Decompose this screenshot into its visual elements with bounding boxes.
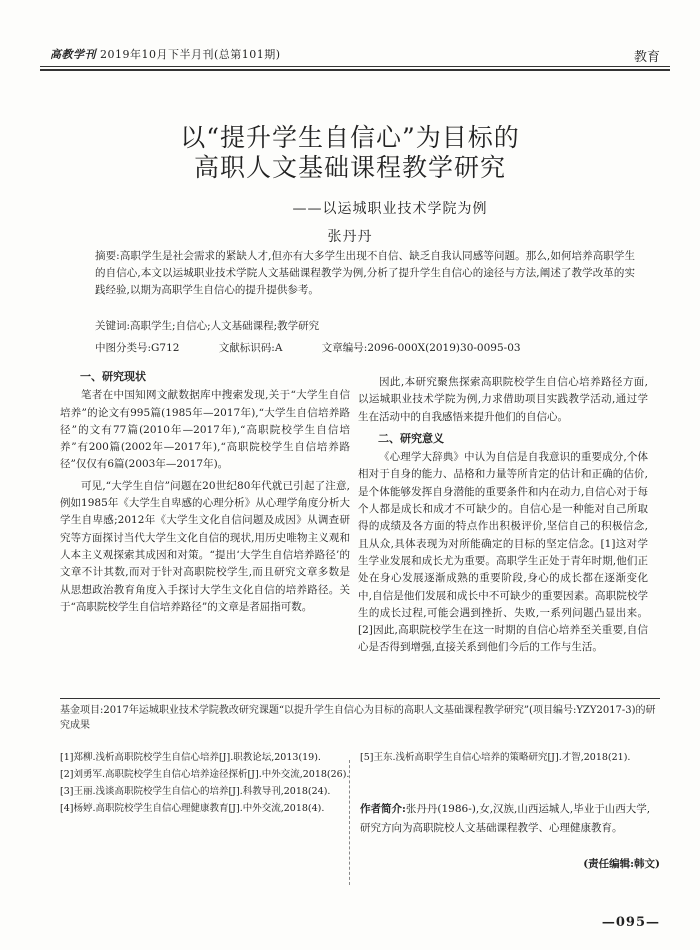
issue-info: 2019年10月下半月刊(总第101期): [100, 48, 281, 61]
article-number: 文章编号:2096-000X(2019)30-0095-03: [321, 342, 521, 354]
references-right: [360, 750, 660, 765]
classification-line: [95, 340, 655, 355]
reference-item: [4]杨婷.高职院校学生自信心理健康教育[J].中外交流,2018(4).: [60, 803, 325, 814]
paragraph: 因此,本研究聚焦探索高职院校学生自信心培养路径方面,以运城职业技术学院为例,力求借助项目实践教学活动,通过学生在活动中的自我感悟来提升他们的自信心。: [358, 376, 648, 423]
author-bio-label: 作者简介:: [360, 803, 406, 815]
paragraph: 《心理学大辞典》中认为自信是自我意识的重要成分,个体相对于自身的能力、品格和力量等所肯定的估计和正确的估价,是个体能够发挥自身潜能的重要条件和内在动力,自信心对于每个人都是成长和成才不可缺少的。自信心是一种能对自己所取得的成绩及各方面的特点作出积极评价,坚信自己的积极信念,且从众,具体表现为对所能确定的目标的坚定信念。[1]这对学生学业发展和成长尤为重要。高职学生正处于青年时期,他们正处在身心发展逐渐成熟的重要阶段,身心的成长都在逐渐变化中,自信是他们发展和成长中不可缺少的重要因素。高职院校学生的成长过程,可能会遇到挫折、失败,一系列问题凸显出来。[2]因此,高职院校学生在这一时期的自信心培养至关重要,自信心是否得到增强,直接关系到他们今后的工作与生活。: [358, 451, 648, 654]
paragraph: 笔者在中国知网文献数据库中搜索发现,关于“大学生自信培养”的论文有995篇(1985年—2017年),“大学生自信培养路径”的文有77篇(2010年—2017年),“高职院校学生自信培养”有200篇(2002年—2017年),“高职院校学生自信培养路径”仅仅有6篇(2003年—2017年)。: [60, 389, 350, 471]
article-title-line2: 高职人文基础课程教学研究: [193, 153, 506, 182]
section-heading-2: 二、研究意义: [378, 431, 444, 445]
section-label: 教育: [633, 50, 660, 65]
author-bio: [360, 800, 660, 838]
reference-item: [2]刘勇军.高职院校学生自信心培养途径探析[J].中外交流,2018(26).: [60, 769, 350, 780]
document-code: 文献标识码:A: [218, 342, 283, 354]
column-divider: [349, 760, 350, 885]
funding-note: 基金项目:2017年运城职业技术学院教改研究课题“以提升学生自信心为目标的高职人文基础课程教学研究”(项目编号:YZY2017-3)的研究成果: [60, 705, 656, 731]
author-name: 张丹丹: [327, 229, 373, 245]
section-heading-1: 一、研究现状: [80, 370, 146, 383]
reference-item: [1]郑柳.浅析高职院校学生自信心培养[J].职教论坛,2013(19).: [60, 752, 321, 763]
reference-item: [5]王东.浅析高职学生自信心培养的策略研究[J].才智,2018(21).: [360, 752, 631, 763]
abstract: 摘要:高职学生是社会需求的紧缺人才,但亦有大多学生出现不自信、缺乏自我认同感等问题。那么,如何培养高职学生的自信心,本文以运城职业技术学院人文基础课程教学为例,分析了提升学生自信心的途径与方法,阐述了教学改革的实践经验,以期为高职学生自信心的提升提供参考。: [95, 250, 635, 296]
paragraph: 可见,“大学生自信”问题在20世纪80年代就已引起了注意,例如1985年《大学生自卑感的心理分析》从心理学角度分析大学生自卑感;2012年《大学生文化自信问题及成因》从调查研究等方面探讨当代大学生文化自信的现状,用历史唯物主义观和人本主义观探索其成因和对策。“提出‘大学生自信培养路径’的文章不计其数,而对于针对高职院校学生,而且研究文章多数是从思想政治教育角度入手探讨大学生文化自信的培养路径。关于“高职院校学生自信培养路径”的文章是者屈指可数。: [60, 479, 350, 613]
keywords: 关键词:高职学生;自信心;人文基础课程;教学研究: [95, 320, 320, 332]
footnote-rule: [60, 698, 660, 699]
article-title-line1: 以“提升学生自信心”为目标的: [180, 123, 520, 152]
reference-item: [3]王丽.浅谈高职院校学生自信心的培养[J].科教导刊,2018(24).: [60, 786, 331, 797]
author-bio-text: 张丹丹(1986-),女,汉族,山西运城人,毕业于山西大学,研究方向为高职院校人文基础课程教学、心理健康教育。: [360, 803, 651, 834]
right-column: [358, 374, 648, 661]
left-column: [60, 368, 350, 620]
journal-header: [50, 46, 281, 62]
journal-masthead: 高教学刊: [50, 48, 96, 61]
page-number: —095—: [601, 915, 660, 930]
article-subtitle: ——以运城职业技术学院为例: [292, 201, 488, 217]
header-rule-thick: [40, 69, 670, 71]
references-left: [60, 750, 360, 818]
header-rule: [40, 66, 670, 67]
editor-credit: (责任编辑:韩文): [583, 858, 660, 870]
clc-number: 中图分类号:G712: [95, 342, 180, 354]
